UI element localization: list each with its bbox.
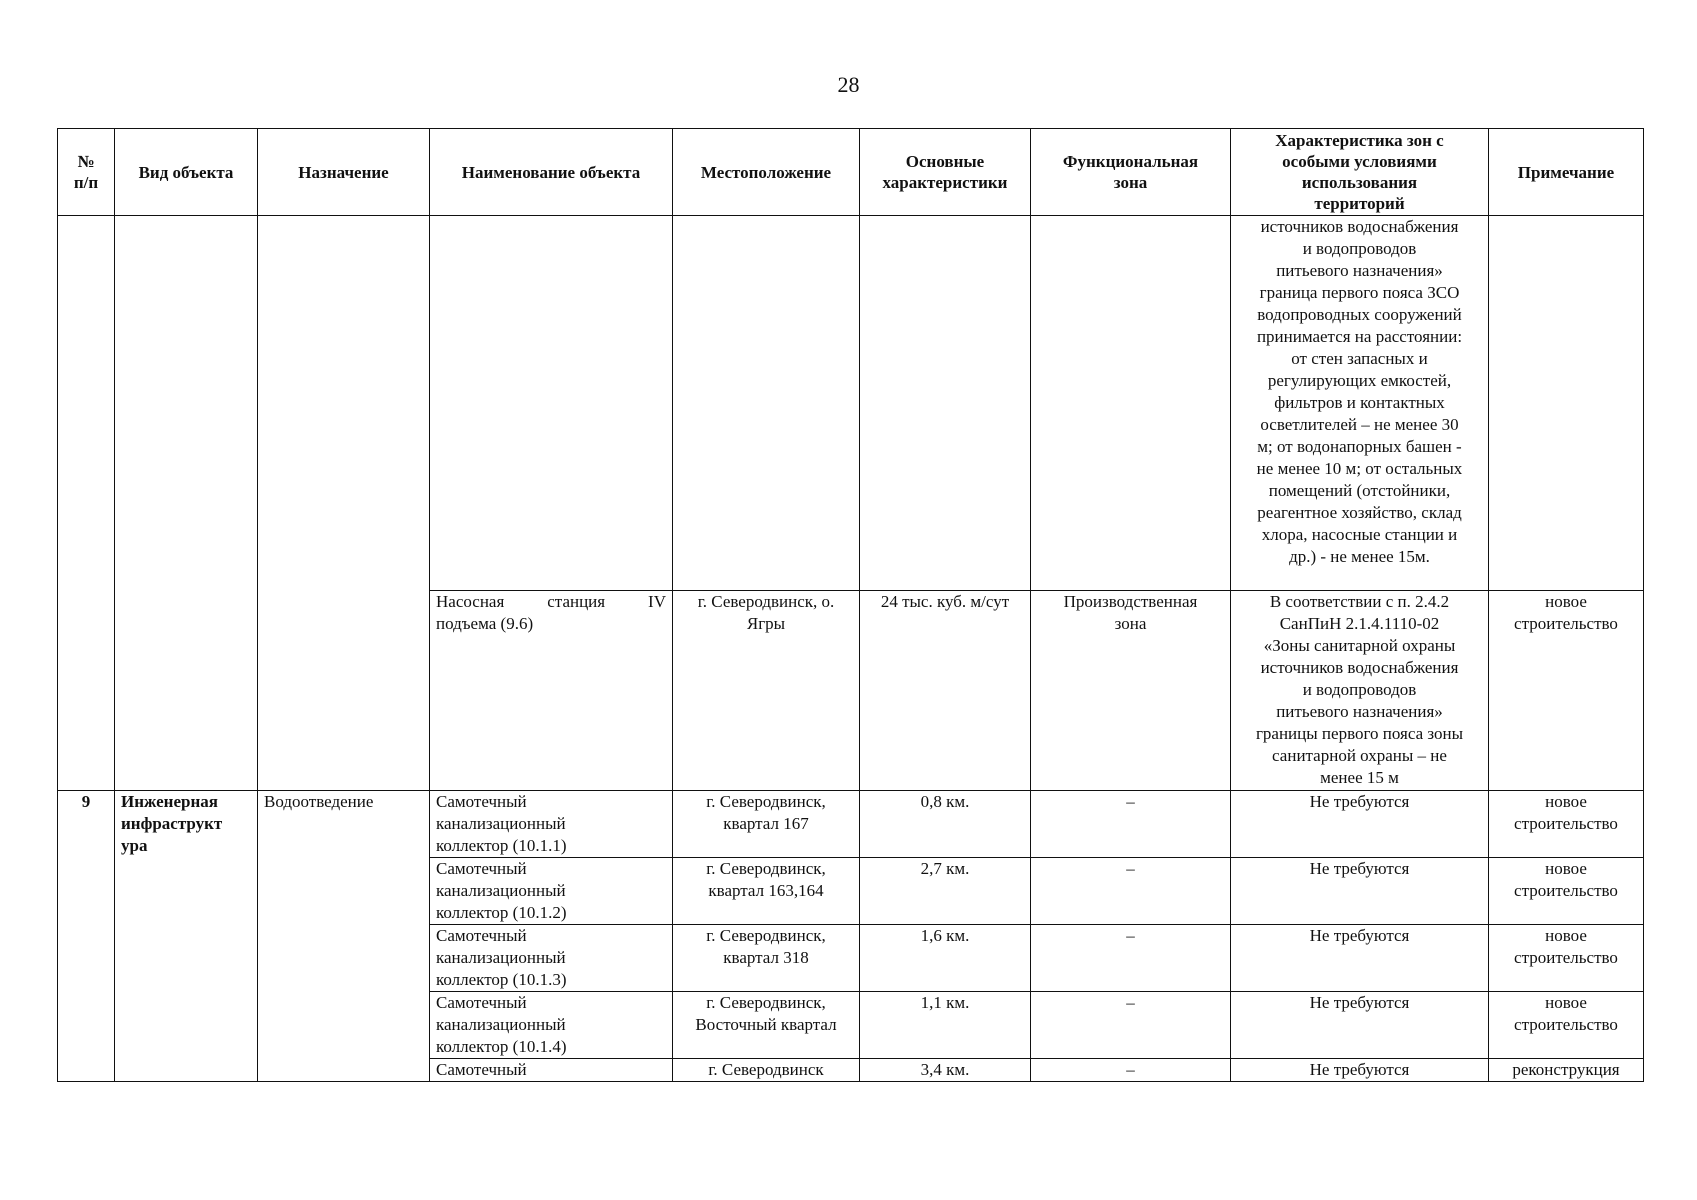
object-name-line: Насосная станция IV	[436, 592, 666, 611]
cell-note: реконструкция	[1489, 1059, 1644, 1082]
cell-purpose	[258, 216, 430, 791]
cell-location: г. Северодвинск, Восточный квартал	[673, 992, 860, 1059]
cell-location: г. Северодвинск	[673, 1059, 860, 1082]
cell-note	[1489, 216, 1644, 591]
header-characteristics: Основные характеристики	[860, 129, 1031, 216]
cell-note: новое строительство	[1489, 591, 1644, 791]
cell-object-name: Самотечный канализационный коллектор (10.1.4)	[430, 992, 673, 1059]
cell-characteristics: 1,1 км.	[860, 992, 1031, 1059]
cell-note: новое строительство	[1489, 925, 1644, 992]
cell-zone-characteristics: В соответствии с п. 2.4.2 СанПиН 2.1.4.1110-02 «Зоны санитарной охраны источников водоснабжения и водопроводов питьевого назначения» границы первого пояса зоны санитарной охраны – не менее 15 м	[1231, 591, 1489, 791]
cell-object-type	[115, 216, 258, 791]
table-row	[58, 216, 1644, 591]
cell-characteristics: 0,8 км.	[860, 791, 1031, 858]
cell-functional-zone: –	[1031, 791, 1231, 858]
cell-characteristics: 2,7 км.	[860, 858, 1031, 925]
cell-functional-zone: –	[1031, 992, 1231, 1059]
cell-functional-zone: Производственная зона	[1031, 591, 1231, 791]
header-note: Примечание	[1489, 129, 1644, 216]
header-purpose: Назначение	[258, 129, 430, 216]
cell-zone-characteristics: Не требуются	[1231, 992, 1489, 1059]
cell-zone-characteristics: Не требуются	[1231, 1059, 1489, 1082]
cell-object-name	[430, 216, 673, 591]
cell-object-name: Самотечный канализационный коллектор (10.1.1)	[430, 791, 673, 858]
cell-functional-zone: –	[1031, 925, 1231, 992]
cell-location: г. Северодвинск, квартал 318	[673, 925, 860, 992]
cell-object-name: Самотечный канализационный коллектор (10.1.2)	[430, 858, 673, 925]
cell-zone-characteristics: Не требуются	[1231, 791, 1489, 858]
header-functional-zone: Функциональная зона	[1031, 129, 1231, 216]
header-object-type: Вид объекта	[115, 129, 258, 216]
table-header-row	[58, 129, 1644, 216]
cell-functional-zone: –	[1031, 1059, 1231, 1082]
cell-zone-characteristics: источников водоснабжения и водопроводов питьевого назначения» граница первого пояса ЗСО водопроводных сооружений принимается на расстоянии: от стен запасных и регулирующих емкостей, фильтров и контактных осветлителей – не менее 30 м; от водонапорных башен - не менее 10 м; от остальных помещений (отстойники, реагентное хозяйство, склад хлора, насосные станции и др.) - не менее 15м.	[1231, 216, 1489, 591]
cell-purpose: Водоотведение	[258, 791, 430, 1082]
cell-note: новое строительство	[1489, 858, 1644, 925]
cell-zone-characteristics: Не требуются	[1231, 925, 1489, 992]
cell-location	[673, 216, 860, 591]
cell-zone-characteristics: Не требуются	[1231, 858, 1489, 925]
cell-characteristics: 1,6 км.	[860, 925, 1031, 992]
cell-number	[58, 216, 115, 791]
cell-note: новое строительство	[1489, 791, 1644, 858]
cell-number: 9	[58, 791, 115, 1082]
cell-location: г. Северодвинск, квартал 167	[673, 791, 860, 858]
object-name-line: подъема (9.6)	[436, 614, 534, 633]
cell-object-type: Инженерная инфраструкт ура	[115, 791, 258, 1082]
cell-object-name: Самотечный	[430, 1059, 673, 1082]
cell-functional-zone: –	[1031, 858, 1231, 925]
cell-characteristics	[860, 216, 1031, 591]
objects-table	[57, 128, 1644, 1082]
header-zone-characteristics: Характеристика зон с особыми условиями использования территорий	[1231, 129, 1489, 216]
header-object-name: Наименование объекта	[430, 129, 673, 216]
cell-functional-zone	[1031, 216, 1231, 591]
cell-object-name: Самотечный канализационный коллектор (10.1.3)	[430, 925, 673, 992]
cell-characteristics: 3,4 км.	[860, 1059, 1031, 1082]
header-number: № п/п	[58, 129, 115, 216]
cell-object-name	[430, 591, 673, 791]
header-location: Местоположение	[673, 129, 860, 216]
page-number: 28	[837, 72, 860, 97]
cell-location: г. Северодвинск, о. Ягры	[673, 591, 860, 791]
cell-characteristics: 24 тыс. куб. м/сут	[860, 591, 1031, 791]
cell-note: новое строительство	[1489, 992, 1644, 1059]
table-row	[58, 791, 1644, 858]
cell-location: г. Северодвинск, квартал 163,164	[673, 858, 860, 925]
